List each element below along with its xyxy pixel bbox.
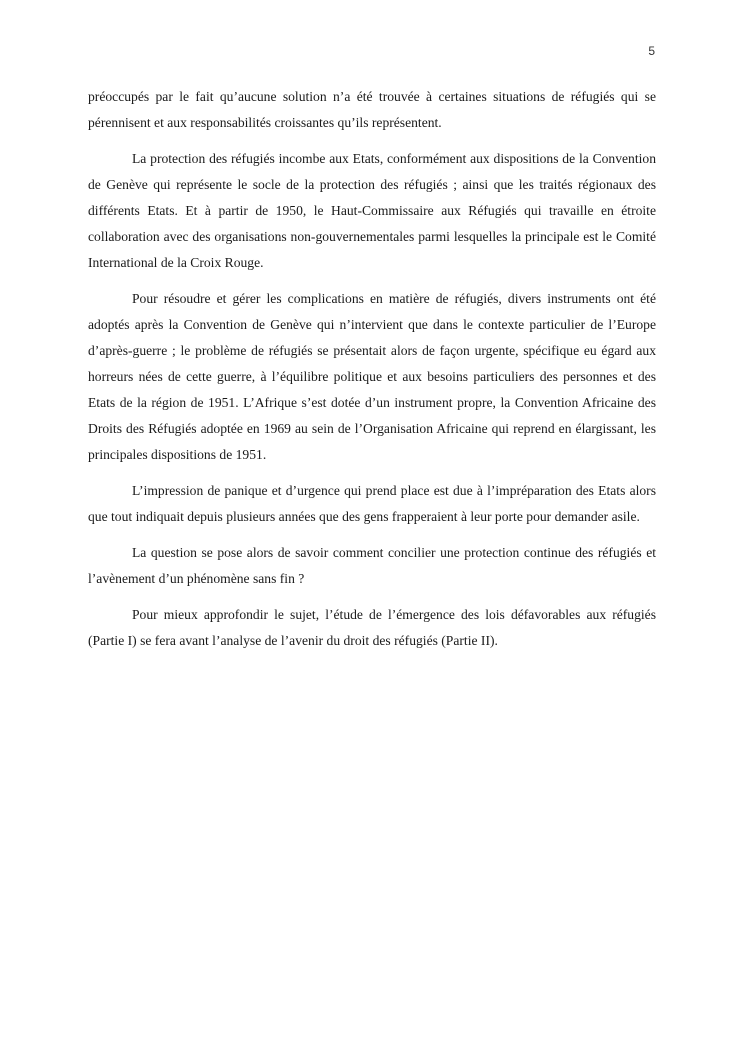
document-body [88,84,656,664]
paragraph-instruments: Pour résoudre et gérer les complications en matière de réfugiés, divers instruments ont été adoptés après la Convention de Genève qui n’intervient que dans le contexte particulier de l’Europe d’après-guerre ; le problème de réfugiés se présentait alors de façon urgente, spécifique eu égard aux horreurs nées de cette guerre, à l’équilibre politique et aux besoins particuliers des personnes et des Etats de la région de 1951. L’Afrique s’est dotée d’un instrument propre, la Convention Africaine des Droits des Réfugiés adoptée en 1969 au sein de l’Organisation Africaine qui reprend en élargissant, les principales dispositions de 1951. [88,291,656,462]
paragraph-question: La question se pose alors de savoir comment concilier une protection continue des réfugiés et l’avènement d’un phénomène sans fin ? [88,545,656,586]
page-number: 5 [648,44,655,58]
paragraph-continuation: préoccupés par le fait qu’aucune solution n’a été trouvée à certaines situations de réfugiés qui se pérennisent et aux responsabilités croissantes qu’ils représentent. [88,89,656,130]
paragraph-panic: L’impression de panique et d’urgence qui prend place est due à l’impréparation des Etats alors que tout indiquait depuis plusieurs années que des gens frapperaient à leur porte pour demander asile. [88,483,656,524]
paragraph-plan: Pour mieux approfondir le sujet, l’étude de l’émergence des lois défavorables aux réfugiés (Partie I) se fera avant l’analyse de l’avenir du droit des réfugiés (Partie II). [88,607,656,648]
paragraph-protection: La protection des réfugiés incombe aux Etats, conformément aux dispositions de la Convention de Genève qui représente le socle de la protection des réfugiés ; ainsi que les traités régionaux des différents Etats. Et à partir de 1950, le Haut-Commissaire aux Réfugiés qui travaille en étroite collaboration avec des organisations non-gouvernementales parmi lesquelles la principale est le Comité International de la Croix Rouge. [88,151,656,270]
